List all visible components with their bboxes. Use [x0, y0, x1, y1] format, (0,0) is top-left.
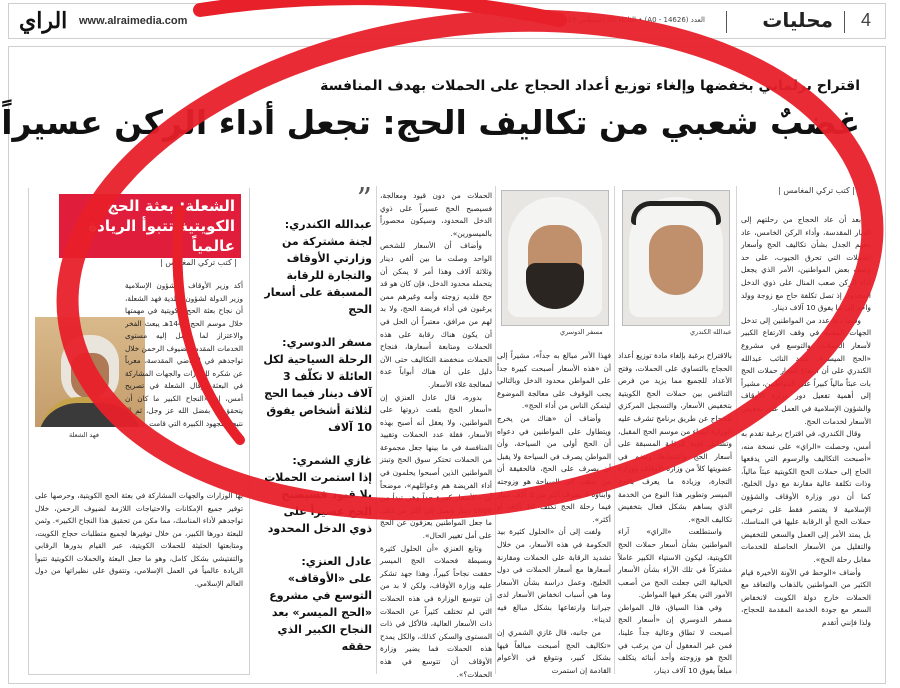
photo-caption: مسفر الدوسري — [560, 328, 603, 336]
paragraph: بعد أن عاد الحجاج من رحلتهم إلى الديار المقدسة، وأداء الركن الخامس، عاد معهم الجدل بشأن تكاليف الحج وأسعار الحملات التي تحرق الجيوب، على حد وصف بعض المواطنين، الأمر الذي يجعل أداء الركن صعب المنال على ذوي الدخل المحدود، إذ تصل تكلفة حاج مع زوجة وولد واحد إلى ما يفوق 10 آلاف دينار. — [741, 215, 871, 313]
paragraph: فهذا الأمر مبالغ به جداً»، مشيراً إلى أن «هذه الأسعار أصبحت كبيرة جداً على المواطن محدود الدخل وبالتالي يجب الوقوف على معالجة الموضوع ليتمكن الناس من أداء الحج». — [497, 351, 611, 411]
article-column-3 — [618, 350, 732, 677]
quote-speaker: عادل العنزي: — [301, 555, 372, 568]
paragraph: واستطلعت «الراي» آراء المواطنين بشأن أسعار حملات الحج الكويتية، ليكون الاستياء الكبير عاملاً مشتركاً في تلك الآراء بشأن الأسعار الخيالية التي جعلت الحج من أصعب الأمور التي يفكر فيها المواطن. — [618, 527, 732, 600]
paragraph: وأضاف «الوحظ في الآونة الأخيرة قيام الكثير من المواطنين بالذهاب والتعاقد مع الحملات خارج دولة الكويت لانخفاض السعر مع جودة الخدمة المقدمة للحجاج، ولذا فإنني أتقدم — [741, 567, 871, 627]
paragraph: بالاقتراح برغبة بإلغاء مادة توزيع أعداد الحجاج بالتساوي على الحملات، وفتح الأعداد للجميع مما يزيد من فرص التنافس بين حملات الحج الكويتية بتخفيض الأسعار، والتسجيل المركزي للحجاج عن طريق برنامج تشرف عليه الوزارة ابتداء من موسم الحج المقبل، وتشكيل لجنة للرقابة المسبقة على أسعار الحج واعتمادها وتضم في عضويتها كلاً من وزارة الأوقاف ووزارة التجارة، وزيادة ما يعرف بالحج الميسر وتطوير هذا النوع من الخدمة الذي يساهم بشكل فعال بتخفيض تكاليف الحج». — [618, 351, 732, 524]
paragraph: بدوره، قال عادل العنزي إن «أسعار الحج بلغت ذروتها على المواطنين، ولا يعقل أنه أصبح بهذه الأسعار، فقلة عدد الحملات وتقييد المنافسة في ما بينها جعل مجموعة من الحملات تحتكر سوق الحج وتبتز المواطنين الذين أصبحوا يحلمون في أداء الفريضة هم وعوائلهم»، موضحاً أن «الأسعار كبيرة جداً وهي تبدأ من 1800 دينار وتصل إلى أكثر من ذلك، ما جعل المواطنين يعزفون عن الحج على أمل تغيير الحال». — [380, 392, 492, 541]
paragraph: وفي هذا السياق، قال المواطن مسفر الدوسري إن «أسعار الحج أصبحت لا تطاق وعالية جداً علينا، فمن غير المعقول أن من يرغب في الحج هو وزوجته وأحد أبنائه يتكلف مبلغاً يفوق 10 آلاف دينار، — [618, 602, 732, 675]
paragraph: وفيما دعا عدد من المواطنين إلى تدخل الجهات المعنية في وقف الارتفاع الكبير لأسعار الحملات، والتوسع في مشروع «الحج الميسر»، شدد النائب عبدالله الكندري على أن ارتفاع أسعار حملات الحج بات عبئاً مالياً كبيراً على المواطنين، مشيراً إلى أهمية تفعيل دور وزارة الأوقاف والشؤون الإسلامية في العمل على تخفيض الأسعار لخدمات الحج. — [741, 315, 871, 426]
face-shape — [649, 225, 703, 295]
issue-meta: العدد (14626 - A0) • الثلاثاء 20 أغسطس 2019 — [558, 16, 705, 24]
sidebar-text-top: أكد وزير الأوقاف والشؤون الإسلامية وزير الدولة لشؤون البلدية فهد الشعلة، أن نجاح بعثة الحج الكويتية في مهمتها خلال موسم الحج 1440هـ يبعث الفخر والاعتزاز لما وصل إليه مستوى الخدمات المقدمة لضيوف الرحمن خلال تواجدهم في الأراضي المقدسة، معرباً عن شكره للوزارات والجهات المشاركة في البعثة. وقال الشعلة في تصريح أمس، إن «النجاح الكبير ما كان أن يتحقق إلا بفضل الله عز وجل، ثم إلا نتيجة للجهود الكبيرة التي قامت — [125, 281, 243, 428]
pull-quote — [258, 553, 372, 655]
paragraph: وتابع العنزي «أن الحلول كثيرة وبسيطة فحملات الحج الميسر حققت نجاحاً كبيراً، وهذا جهد تشكر عليه وزارة الأوقاف، ولكن لا بد من أن تتوسع الوزارة في هذه الحملات التي لم تختلف كثيراً عن الحملات ذات الأسعار العالية، فالأكل في ذات المستوى والسكن كذلك، والكل يمدح هذه الحملات فما يضير وزارة الأوقاف أن تتوسع في هذه الحملات؟». — [380, 543, 492, 679]
article-headline: غضبٌ شعبي من تكاليف الحج: تجعل أداء الركن عسيراً — [1, 103, 860, 142]
pull-quote — [258, 452, 372, 537]
pull-quotes — [258, 182, 372, 658]
header-divider — [726, 11, 727, 33]
pull-quote — [258, 334, 372, 436]
quote-text: الرحلة السياحية لكل العائلة لا تكلّف 3 آلاف دينار فيما الحج لثلاثة أشخاص يفوق 10 آلاف — [263, 353, 372, 434]
page-number: 4 — [860, 10, 871, 30]
quote-speaker: غازي الشمري: — [292, 454, 372, 467]
photo-caption: عبدالله الكندري — [690, 328, 732, 336]
column-rule — [614, 186, 615, 674]
paragraph: الحملات من دون قيود ومعالجة، فسيصبح الحج عسيراً على ذوي الدخل المحدود، وسيكون محصوراً بالميسورين». — [380, 191, 492, 238]
column-rule — [495, 186, 496, 674]
portrait-caption: فهد الشعلة — [69, 431, 99, 439]
article-column-1 — [380, 190, 492, 681]
portrait-photo-kandari — [622, 190, 730, 326]
pull-quote — [258, 216, 372, 318]
face-shape — [71, 353, 109, 399]
article-column-2 — [497, 350, 611, 677]
agal-shape — [631, 201, 721, 225]
article-byline: | كتب تركي المغامس | — [778, 186, 855, 195]
paragraph: ولفت إلى أن «الحلول كثيرة بيد الحكومة في هذه الأسعار، من خلال تشديد الرقابة على الحملات ومقارنة أسعارها مع أسعار الحملات في دول الخليج، وعمل دراسة بشأن الأسعار وما هي أسباب انخفاض الأسعار لدى جيراننا وارتفاعها بشكل مبالغ فيه لدينا». — [497, 527, 611, 625]
alrai-logo: الراي — [19, 8, 68, 34]
paragraph: وأضاف أن الأسعار للشخص الواحد وصلت ما بين ألفي دينار وثلاثة آلاف وهذا أمر لا يمكن أن يتحمله محدود الدخل، فإن كان هو قد حج فلديه زوجته وأمه وغيرهم ممن يرغبون في أداء فريضة الحج، ولا بد لهم من مرافق، معتبراً أن الحل في أن يكون هناك رقابة على هذه الحملات ومتابعة أسعارها، فنجاح الحملات منخفضة التكاليف حتى الآن دليل على أن هناك أبواباً عدة لمعالجة غلاء الأسعار. — [380, 241, 492, 389]
quote-speaker: مسفر الدوسري: — [282, 336, 372, 349]
column-rule — [736, 186, 737, 674]
sidebar-byline: | كتب تركي المغامس | — [160, 258, 237, 267]
page-header — [8, 3, 886, 39]
quote-mark-icon: ” — [356, 182, 372, 217]
paragraph: وأضاف أن «هناك من يخرج ويتطاول على المواطنين في دعواه أن الحج أولى من السياحة، وأن المواطن يصرف في السياحة ولا يقبل أن يصرف على الحج، فالحقيقة أن من يذهب إلى السياحة هو وزوجته وأبناؤه لا يصرف أكثر من 3 آلاف دينار فيما رحلة الحج تكلف 10 آلاف أو أكثر». — [497, 413, 612, 524]
sidebar-title: الشعلة: بعثة الحج الكويتية تتبوأ الريادة عالمياً — [59, 194, 241, 258]
quote-speaker: عبدالله الكندري: — [284, 218, 372, 231]
article-column-4 — [741, 214, 871, 630]
portrait-photo-dosari — [501, 190, 609, 326]
quote-text: على «الأوقاف» التوسع في مشروع «الحج الميسر» بعد النجاح الكبير الذي حققه — [269, 572, 372, 653]
quote-text: إذا استمرت الحملات بلا قيود فسيصبح الحج عسيراً على ذوي الدخل المحدود — [264, 471, 372, 535]
header-divider — [844, 11, 845, 33]
paragraph: وقال الكندري، في اقتراح برغبة تقدم به أمس، وحصلت «الراي» على نسخة منه، «أصبحت التكاليف والرسوم التي يدفعها الحاج إلى حملات الحج الكويتية عبئاً مالياً، وذات تكلفة عالية مقارنة مع دول الخليج، كما أن دور وزارة الأوقاف والشؤون الإسلامية لا يقتصر فقط على ترخيص حملات الحج أو الرقابة عليها في المناسك، بل يمتد الأمر إلى العمل والسعي للتخفيض والتقليل من الأسعار الحاصلة للخدمات مقابل رحلة الحج». — [741, 429, 871, 565]
column-rule — [376, 186, 377, 674]
section-title: محليات — [762, 8, 833, 32]
article-kicker: اقتراح برلماني بخفضها وإلغاء توزيع أعداد الحجاج على الحملات بهدف المنافسة — [320, 78, 860, 94]
quote-text: لجنة مشتركة من وزارتي الأوقاف والتجارة للرقابة المسبقة على أسعار الحج — [264, 235, 372, 316]
sidebar-story — [28, 188, 250, 675]
paragraph: من جانبه، قال غازي الشمري إن «تكاليف الحج أصبحت مبالغاً فيها بشكل كبير، ونتوقع في الأعوام القادمة إن استمرت — [497, 628, 611, 675]
site-url[interactable]: www.alraimedia.com — [79, 15, 188, 27]
sidebar-text-bottom: بها الوزارات والجهات المشاركة في بعثة الحج الكويتية، وحرصها على توفير جميع الإمكانات والاحتياجات اللازمة لضيوف الرحمن، خلال تواجدهم لأداء المناسك، مما مكن من تحقيق هذا النجاح الكبير». وثمن للبعثة دورها الكبير، من خلال توفيرها لجميع متطلبات حجاج الكويت، ومتابعتها الحثيثة للحملات الكويتية، عبر القيام بدورها الرقابي والتفتيشي بشكل كامل، وهو ما جعل البعثة والحملات الكويتية تتبوأ الريادة عالمياً في العمل الإسلامي، وتتفوق على نظيراتها من دول العالم الإسلامي. — [35, 491, 243, 588]
